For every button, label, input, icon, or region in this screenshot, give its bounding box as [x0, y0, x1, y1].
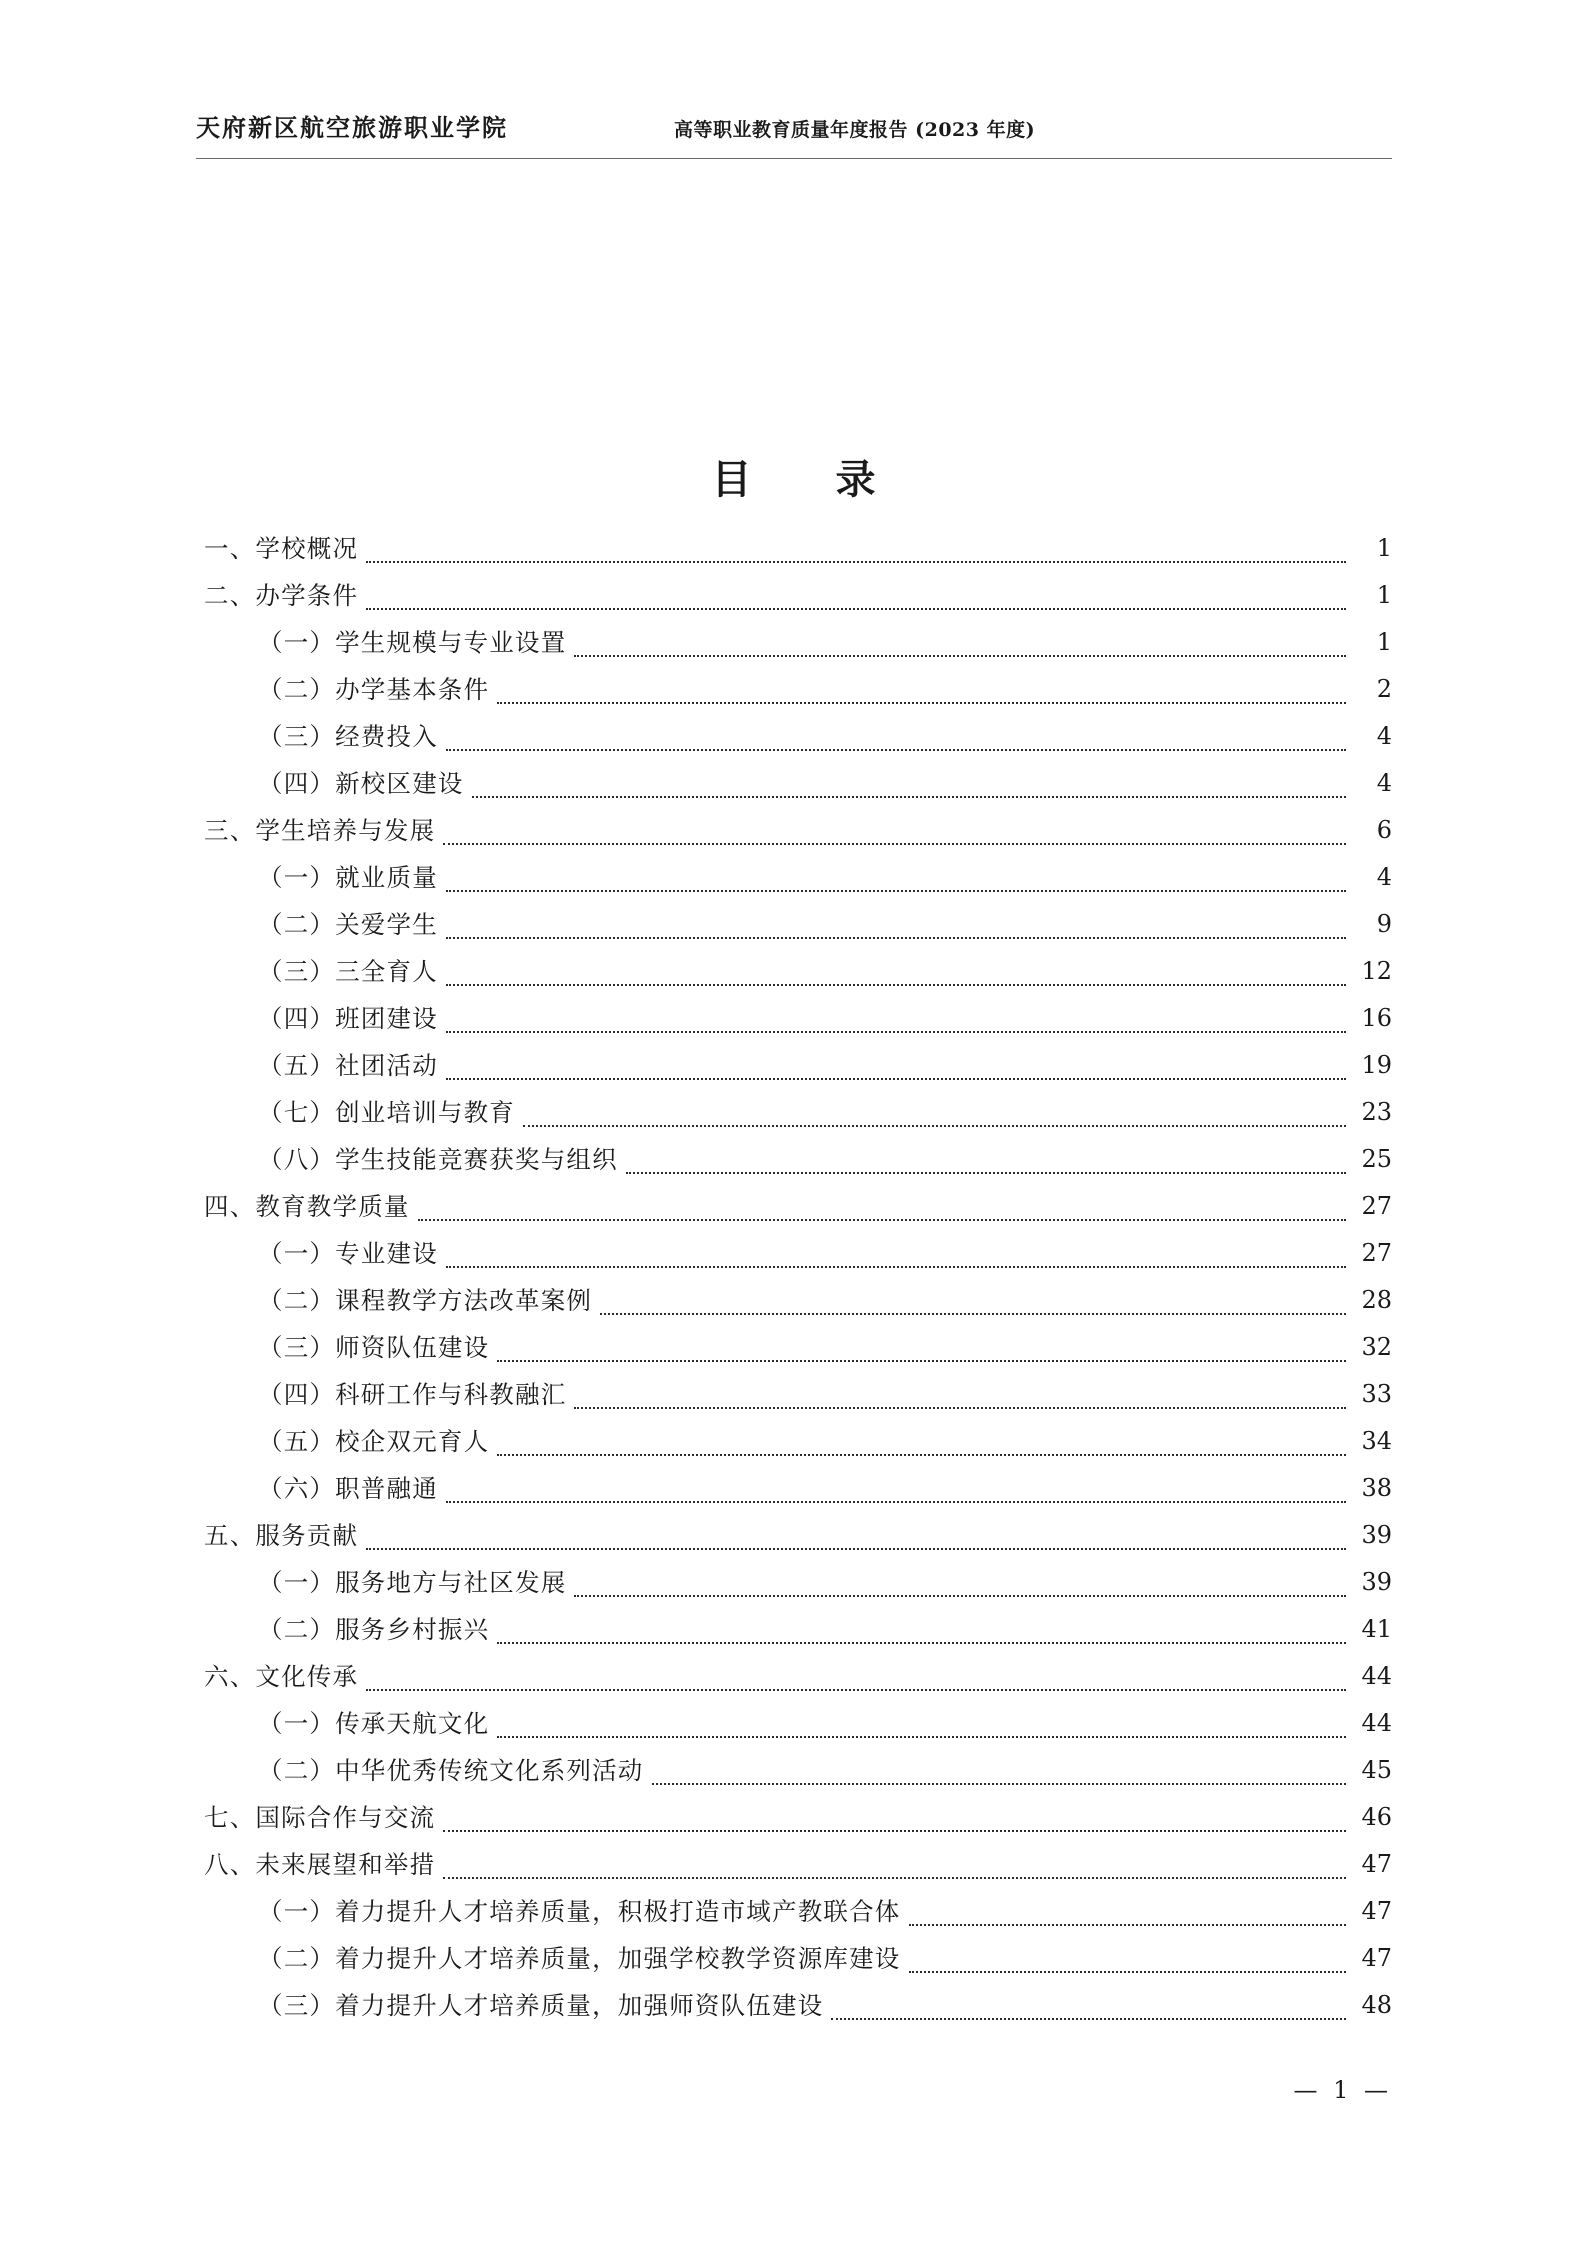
toc-leader-dots	[446, 1077, 1346, 1080]
toc-leader-dots	[497, 1641, 1346, 1644]
toc-leader-dots	[446, 1265, 1346, 1268]
toc-entry-label: （一）学生规模与专业设置	[258, 628, 567, 657]
toc-entry-page: 38	[1361, 1474, 1392, 1502]
toc-entry-page: 4	[1376, 863, 1392, 891]
header-institution-name: 天府新区航空旅游职业学院	[196, 113, 508, 142]
toc-leader-dots	[446, 936, 1346, 939]
toc-leader-dots	[497, 1453, 1346, 1456]
toc-leader-dots	[909, 1970, 1347, 1973]
toc-entry-page: 41	[1361, 1615, 1392, 1643]
toc-entry-label: （一）就业质量	[258, 863, 438, 892]
toc-leader-dots	[497, 1359, 1346, 1362]
toc-entry-label: （三）经费投入	[258, 722, 438, 751]
toc-entry-label: （二）办学基本条件	[258, 675, 490, 704]
toc-entry-label: （三）师资队伍建设	[258, 1333, 490, 1362]
toc-leader-dots	[626, 1171, 1346, 1174]
toc-entry[interactable]	[196, 572, 1392, 619]
toc-entry[interactable]	[196, 1136, 1392, 1183]
toc-entry-page: 1	[1376, 534, 1392, 562]
toc-entry-page: 6	[1376, 816, 1392, 844]
toc-leader-dots	[446, 889, 1346, 892]
toc-entry-label: （一）专业建设	[258, 1239, 438, 1268]
toc-entry-page: 45	[1361, 1756, 1392, 1784]
toc-entry[interactable]	[196, 1418, 1392, 1465]
toc-entry-page: 1	[1376, 628, 1392, 656]
toc-entry[interactable]	[196, 948, 1392, 995]
toc-leader-dots	[523, 1124, 1346, 1127]
toc-entry-page: 39	[1361, 1521, 1392, 1549]
toc-leader-dots	[443, 1876, 1346, 1879]
toc-leader-dots	[600, 1312, 1346, 1315]
toc-leader-dots	[497, 701, 1346, 704]
toc-entry-page: 44	[1361, 1662, 1392, 1690]
toc-entry-page: 33	[1361, 1380, 1392, 1408]
toc-entry-page: 28	[1361, 1286, 1392, 1314]
toc-entry[interactable]	[196, 1324, 1392, 1371]
toc-entry-page: 12	[1361, 957, 1392, 985]
toc-entry-label: （四）科研工作与科教融汇	[258, 1380, 567, 1409]
toc-entry-page: 46	[1361, 1803, 1392, 1831]
toc-entry[interactable]	[196, 1841, 1392, 1888]
toc-leader-dots	[446, 1500, 1346, 1503]
toc-leader-dots	[574, 1594, 1346, 1597]
toc-leader-dots	[574, 1406, 1346, 1409]
toc-entry-label: 六、文化传承	[204, 1662, 359, 1691]
toc-leader-dots	[909, 1923, 1347, 1926]
toc-entry[interactable]	[196, 995, 1392, 1042]
toc-entry-page: 47	[1361, 1944, 1392, 1972]
toc-entry-page: 47	[1361, 1850, 1392, 1878]
toc-leader-dots	[446, 983, 1346, 986]
toc-entry[interactable]	[196, 760, 1392, 807]
toc-entry[interactable]	[196, 666, 1392, 713]
toc-leader-dots	[366, 1688, 1346, 1691]
toc-entry[interactable]	[196, 713, 1392, 760]
toc-leader-dots	[366, 560, 1346, 563]
toc-entry[interactable]	[196, 525, 1392, 572]
toc-leader-dots	[366, 607, 1346, 610]
toc-entry[interactable]	[196, 1183, 1392, 1230]
toc-entry[interactable]	[196, 807, 1392, 854]
header-divider	[196, 158, 1392, 159]
toc-leader-dots	[366, 1547, 1346, 1550]
toc-entry-label: 七、国际合作与交流	[204, 1803, 436, 1832]
table-of-contents	[196, 525, 1392, 2029]
toc-entry-label: 五、服务贡献	[204, 1521, 359, 1550]
toc-entry-label: （八）学生技能竞赛获奖与组织	[258, 1145, 618, 1174]
toc-entry-page: 44	[1361, 1709, 1392, 1737]
toc-entry-page: 4	[1376, 769, 1392, 797]
toc-entry-label: （一）传承天航文化	[258, 1709, 490, 1738]
page-header	[196, 108, 1392, 143]
toc-entry[interactable]	[196, 1935, 1392, 1982]
toc-leader-dots	[443, 842, 1346, 845]
toc-leader-dots	[446, 748, 1346, 751]
toc-entry-label: （六）职普融通	[258, 1474, 438, 1503]
toc-entry[interactable]	[196, 1794, 1392, 1841]
toc-entry[interactable]	[196, 1606, 1392, 1653]
toc-entry-page: 47	[1361, 1897, 1392, 1925]
toc-leader-dots	[418, 1218, 1346, 1221]
toc-entry-page: 2	[1376, 675, 1392, 703]
toc-entry-page: 27	[1361, 1239, 1392, 1267]
toc-entry-page: 34	[1361, 1427, 1392, 1455]
toc-entry-label: （七）创业培训与教育	[258, 1098, 515, 1127]
toc-entry[interactable]	[196, 1653, 1392, 1700]
toc-leader-dots	[446, 1030, 1346, 1033]
toc-entry-label: 八、未来展望和举措	[204, 1850, 436, 1879]
toc-entry-label: （五）校企双元育人	[258, 1427, 490, 1456]
toc-leader-dots	[497, 1735, 1346, 1738]
toc-entry[interactable]	[196, 1747, 1392, 1794]
page-title: 目 录	[711, 456, 898, 503]
toc-entry-label: （一）服务地方与社区发展	[258, 1568, 567, 1597]
toc-entry[interactable]	[196, 1982, 1392, 2029]
toc-entry-label: （二）服务乡村振兴	[258, 1615, 490, 1644]
toc-entry-page: 48	[1361, 1991, 1392, 2019]
toc-leader-dots	[443, 1829, 1346, 1832]
toc-entry-label: 四、教育教学质量	[204, 1192, 410, 1221]
toc-entry[interactable]	[196, 1465, 1392, 1512]
toc-entry-label: （一）着力提升人才培养质量，积极打造市域产教联合体	[258, 1897, 901, 1926]
toc-entry[interactable]	[196, 901, 1392, 948]
toc-entry-label: （五）社团活动	[258, 1051, 438, 1080]
toc-entry[interactable]	[196, 1277, 1392, 1324]
toc-entry[interactable]	[196, 1512, 1392, 1559]
toc-entry-page: 23	[1361, 1098, 1392, 1126]
toc-entry-label: （二）着力提升人才培养质量，加强学校教学资源库建设	[258, 1944, 901, 1973]
toc-entry-label: （四）新校区建设	[258, 769, 464, 798]
toc-entry-page: 32	[1361, 1333, 1392, 1361]
toc-entry-label: 二、办学条件	[204, 581, 359, 610]
toc-entry-page: 9	[1376, 910, 1392, 938]
toc-entry-label: （三）着力提升人才培养质量，加强师资队伍建设	[258, 1991, 824, 2020]
toc-entry[interactable]	[196, 1089, 1392, 1136]
toc-leader-dots	[574, 654, 1346, 657]
toc-entry[interactable]	[196, 854, 1392, 901]
toc-entry[interactable]	[196, 1230, 1392, 1277]
toc-entry-label: （二）关爱学生	[258, 910, 438, 939]
toc-entry-label: （三）三全育人	[258, 957, 438, 986]
toc-entry-page: 16	[1361, 1004, 1392, 1032]
page-footer-number: — 1 —	[1293, 2076, 1392, 2104]
toc-entry[interactable]	[196, 1371, 1392, 1418]
header-report-title: 高等职业教育质量年度报告 (2023 年度)	[674, 119, 1036, 141]
toc-entry[interactable]	[196, 1888, 1392, 1935]
toc-entry-label: 一、学校概况	[204, 534, 359, 563]
toc-leader-dots	[472, 795, 1346, 798]
toc-entry-page: 19	[1361, 1051, 1392, 1079]
toc-entry[interactable]	[196, 1700, 1392, 1747]
toc-entry-label: （二）中华优秀传统文化系列活动	[258, 1756, 644, 1785]
toc-entry-page: 1	[1376, 581, 1392, 609]
toc-entry-label: 三、学生培养与发展	[204, 816, 436, 845]
toc-entry-label: （四）班团建设	[258, 1004, 438, 1033]
toc-entry-page: 27	[1361, 1192, 1392, 1220]
toc-entry[interactable]	[196, 1559, 1392, 1606]
toc-entry-page: 25	[1361, 1145, 1392, 1173]
toc-entry[interactable]	[196, 619, 1392, 666]
toc-entry[interactable]	[196, 1042, 1392, 1089]
toc-entry-label: （二）课程教学方法改革案例	[258, 1286, 593, 1315]
toc-leader-dots	[831, 2017, 1346, 2020]
toc-leader-dots	[652, 1782, 1347, 1785]
toc-entry-page: 39	[1361, 1568, 1392, 1596]
toc-entry-page: 4	[1376, 722, 1392, 750]
